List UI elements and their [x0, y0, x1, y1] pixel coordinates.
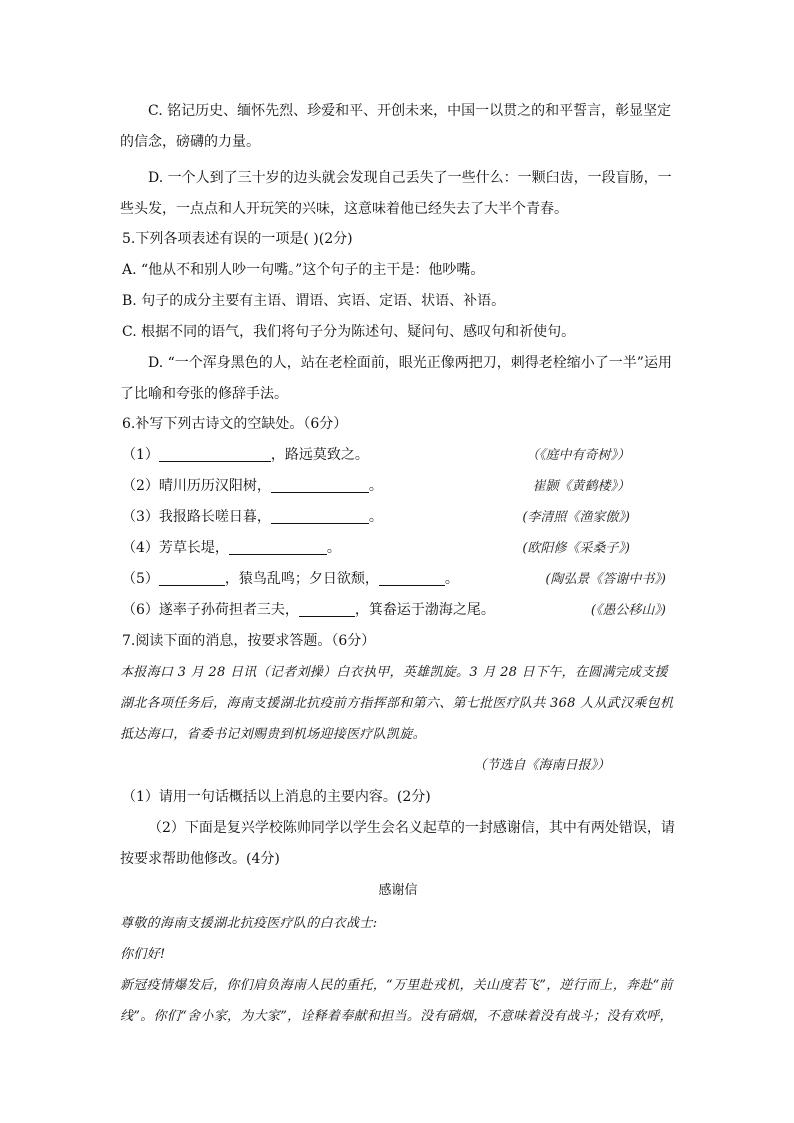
q6-source-6: (《愚公移山》)	[590, 603, 666, 618]
letter-body: 新冠疫情爆发后，你们肩负海南人民的重托，“万里赴戎机，关山度若飞”，逆行而上，奔赴“前线”。你们“舍小家，为大家”，诠释着奉献和担当。没有硝烟，不意味着没有战斗；没有欢呼，	[120, 978, 673, 1024]
q6-source-3: (李清照《渔家傲》)	[522, 510, 630, 525]
q5-option-d: D. “一个浑身黑色的人，站在老栓面前，眼光正像两把刀，刺得老栓缩小了一半”运用了比喻和夸张的修辞手法。	[120, 355, 672, 402]
q6-line-4: （4）芳草长堤， 。 (欧阳修《采桑子》)	[120, 533, 676, 564]
option-c-prev: C. 铭记历史、缅怀先烈、珍爱和平、开创未来，中国一以贯之的和平誓言，彰显坚定的信念，磅礴的力量。	[120, 103, 672, 150]
q6-line-3: （3）我报路长嗟日暮， 。 (李清照《渔家傲》)	[120, 502, 676, 533]
q6-line-6: （6）遂率子孙荷担者三夫， ，箕畚运于渤海之尾。 (《愚公移山》)	[120, 595, 676, 626]
letter-greeting: 你们好!	[120, 947, 166, 962]
q6-source-2: 崔颢《黄鹤楼》）	[532, 479, 630, 494]
option-d-prev: D. 一个人到了三十岁的边头就会发现自己丢失了一些什么：一颗臼齿，一段盲肠，一些头发，一点点和人开玩笑的兴味，这意味着他已经失去了大半个青春。	[120, 170, 672, 217]
q7-stem: 7.阅读下面的消息，按要求答题。（6分）	[122, 633, 376, 649]
answer-blank[interactable]	[299, 602, 355, 617]
letter-title: 感谢信	[378, 883, 418, 898]
q6-line-5: （5） ，猿鸟乱鸣；夕日欲颓， 。 (陶弘景《答谢中书》)	[120, 564, 676, 595]
q6-line-2: （2）晴川历历汉阳树， 。 崔颢《黄鹤楼》）	[120, 471, 676, 502]
q5-option-b: B. 句子的成分主要有主语、谓语、宾语、定语、状语、补语。	[122, 293, 506, 309]
q7-sub2: （2）下面是复兴学校陈帅同学以学生会名义起草的一封感谢信，其中有两处错误，请按要求帮助他修改。(4分)	[120, 820, 675, 867]
answer-blank[interactable]	[379, 571, 445, 586]
q6-source-5: (陶弘景《答谢中书》)	[545, 572, 666, 587]
q5-option-a: A. “他从不和别人吵一句嘴。”这个句子的主干是：他吵嘴。	[122, 262, 485, 278]
answer-blank[interactable]	[271, 509, 369, 524]
answer-blank[interactable]	[159, 571, 225, 586]
answer-blank[interactable]	[271, 478, 369, 493]
q6-source-1: （《庭中有奇树》）	[525, 448, 630, 463]
answer-blank[interactable]	[159, 447, 271, 462]
letter-salutation: 尊敬的海南支援湖北抗疫医疗队的白衣战士:	[120, 916, 378, 931]
document-content	[120, 96, 676, 1032]
news-text: 本报海口 3 月 28 日讯（记者刘操）白衣执甲，英雄凯旋。3 月 28 日下午，在圆满完成支援湖北各项任务后，海南支援湖北抗疫前方指挥部和第六、第七批医疗队共 368 人从武汉乘包机抵达海口，省委书记刘赐贵到机场迎接医疗队凯旋。	[120, 665, 674, 742]
q7-sub1: （1）请用一句话概括以上消息的主要内容。(2分)	[122, 789, 431, 805]
answer-blank[interactable]	[229, 540, 327, 555]
q6-line-1: （1） ，路远莫致之。 （《庭中有奇树》）	[120, 440, 676, 471]
q5-option-c: C. 根据不同的语气，我们将句子分为陈述句、疑问句、感叹句和祈使句。	[122, 324, 576, 340]
q5-stem: 5.下列各项表述有误的一项是( )(2分)	[122, 231, 353, 247]
q6-stem: 6.补写下列古诗文的空缺处。（6分）	[122, 416, 348, 432]
q6-source-4: (欧阳修《采桑子》)	[522, 541, 630, 556]
news-source: （节选自《海南日报》）	[473, 758, 610, 773]
